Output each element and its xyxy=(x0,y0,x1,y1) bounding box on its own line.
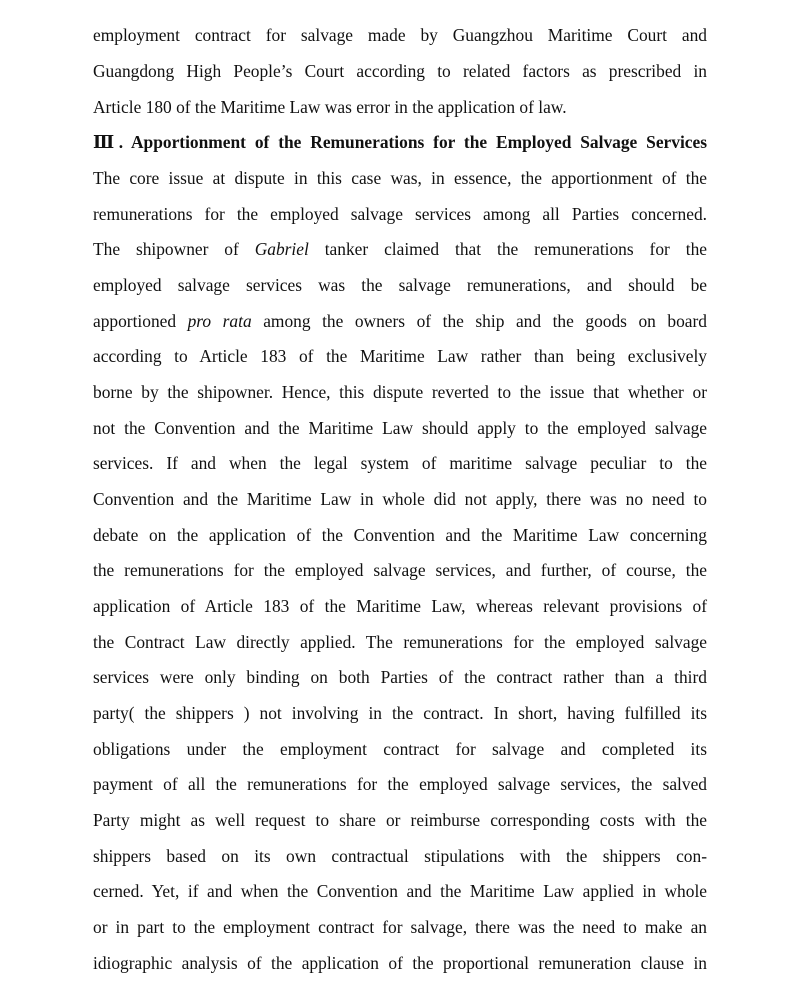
text-segment: Guangdong High People’s Court according to related factors as prescribed in xyxy=(93,61,707,81)
text-line xyxy=(93,766,707,802)
text-line xyxy=(93,196,707,232)
text-line xyxy=(93,695,707,731)
text-line xyxy=(93,231,707,267)
text-segment: application of Article 183 of the Maritime Law, whereas relevant provisions of xyxy=(93,596,707,616)
text-line xyxy=(93,53,707,89)
heading-text: Ⅲ. Apportionment of the Remunerations for the Employed Salvage Services xyxy=(93,132,707,152)
text-segment: debate on the application of the Convention and the Maritime Law concerning xyxy=(93,525,707,545)
italic-ship-name: Gabriel xyxy=(254,239,309,259)
text-segment: The core issue at dispute in this case was, in essence, the apportionment of the xyxy=(93,168,707,188)
text-segment: or in part to the employment contract for salvage, there was the need to make an xyxy=(93,917,707,937)
text-line xyxy=(93,659,707,695)
text-segment: Article 180 of the Maritime Law was error in the application of law. xyxy=(93,97,567,117)
text-line xyxy=(93,160,707,196)
text-line xyxy=(93,945,707,981)
text-segment: services. If and when the legal system of maritime salvage peculiar to the xyxy=(93,453,707,473)
text-segment: shippers based on its own contractual stipulations with the shippers con- xyxy=(93,846,707,866)
text-line xyxy=(93,517,707,553)
text-segment: party( the shippers ) not involving in the contract. In short, having fulfilled its xyxy=(93,703,707,723)
text-segment: payment of all the remunerations for the employed salvage services, the salved xyxy=(93,774,707,794)
text-line xyxy=(93,374,707,410)
text-segment: not the Convention and the Maritime Law should apply to the employed salvage xyxy=(93,418,707,438)
text-segment: services were only binding on both Parties of the contract rather than a third xyxy=(93,667,707,687)
text-line xyxy=(93,802,707,838)
text-line xyxy=(93,481,707,517)
text-segment: the Contract Law directly applied. The remunerations for the employed salvage xyxy=(93,632,707,652)
text-line xyxy=(93,624,707,660)
text-line xyxy=(93,17,707,53)
text-segment: borne by the shipowner. Hence, this dispute reverted to the issue that whether or xyxy=(93,382,707,402)
italic-term: pro rata xyxy=(187,311,252,331)
text-line xyxy=(93,873,707,909)
text-line xyxy=(93,410,707,446)
text-segment: Party might as well request to share or reimburse corresponding costs with the xyxy=(93,810,707,830)
text-line xyxy=(93,552,707,588)
text-segment: employment contract for salvage made by Guangzhou Maritime Court and xyxy=(93,25,707,45)
text-segment: obligations under the employment contract for salvage and completed its xyxy=(93,739,707,759)
text-line xyxy=(93,445,707,481)
text-line xyxy=(93,338,707,374)
text-segment: Convention and the Maritime Law in whole did not apply, there was no need to xyxy=(93,489,707,509)
text-segment: idiographic analysis of the application of the proportional remuneration clause in xyxy=(93,953,707,973)
text-line xyxy=(93,267,707,303)
text-line xyxy=(93,731,707,767)
text-line xyxy=(93,588,707,624)
text-segment: apportioned xyxy=(93,311,188,331)
text-line xyxy=(93,838,707,874)
text-segment: among the owners of the ship and the goods on board xyxy=(251,311,707,331)
section-heading xyxy=(93,124,707,160)
text-segment: The shipowner of xyxy=(93,239,255,259)
text-line xyxy=(93,909,707,945)
text-segment: remunerations for the employed salvage services among all Parties concerned. xyxy=(93,204,707,224)
text-segment: tanker claimed that the remunerations for the xyxy=(308,239,707,259)
text-segment: the remunerations for the employed salvage services, and further, of course, the xyxy=(93,560,707,580)
text-line xyxy=(93,89,707,125)
text-segment: cerned. Yet, if and when the Convention and the Maritime Law applied in whole xyxy=(93,881,707,901)
text-line xyxy=(93,303,707,339)
text-segment: employed salvage services was the salvage remunerations, and should be xyxy=(93,275,707,295)
text-segment: according to Article 183 of the Maritime Law rather than being exclusively xyxy=(93,346,707,366)
